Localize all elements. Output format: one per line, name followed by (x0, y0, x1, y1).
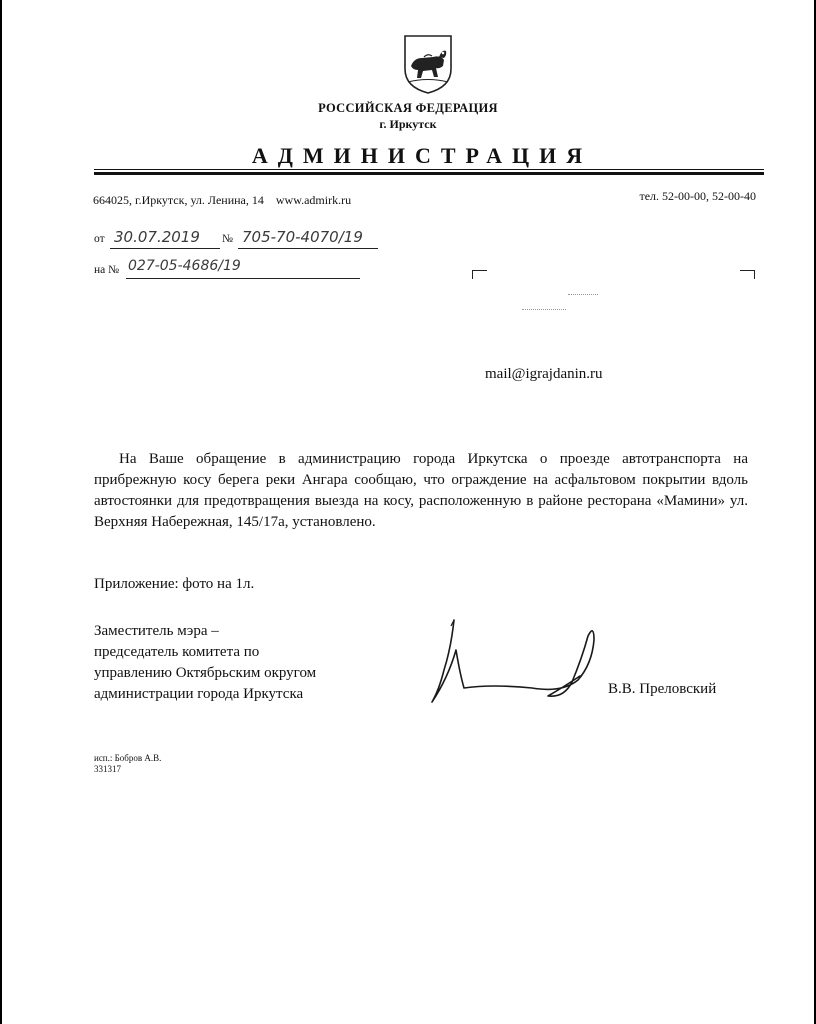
signer-position (94, 621, 316, 705)
signer-name: В.В. Преловский (608, 681, 717, 697)
signer-position-line: Заместитель мэра – (94, 623, 219, 639)
number-underline (238, 248, 378, 249)
header-rule-thin (94, 169, 764, 170)
attachment-note: Приложение: фото на 1л. (94, 576, 255, 592)
reply-prefix: на № (94, 264, 120, 276)
reply-number: 027-05-4686/19 (128, 258, 241, 274)
letter-page (2, 0, 814, 1024)
contact-line (93, 193, 351, 208)
recipient-email: mail@igrajdanin.ru (485, 366, 603, 382)
city-name: г. Иркутск (379, 117, 437, 131)
body-paragraph: На Ваше обращение в администрацию города Иркутска о проезде автотранспорта на прибрежную косу берега реки Ангара сообщаю, что ограждение на асфальтовом покрытии вдоль автостоянки для предотвращения выезда на косу, расположенную в районе ресторана «Мамини» ул. Верхняя Набережная, 145/17а, установлено. (94, 451, 748, 530)
handwritten-signature (422, 618, 612, 710)
website-link[interactable]: www.admirk.ru (275, 193, 352, 207)
letter-date: 30.07.2019 (114, 228, 200, 246)
outgoing-number: 705-70-4070/19 (242, 228, 363, 246)
number-sign: № (222, 233, 233, 245)
signer-position-line: управлению Октябрьским округом (94, 665, 317, 681)
country-name: РОССИЙСКАЯ ФЕДЕРАЦИЯ (318, 101, 498, 115)
header-rule-thick (94, 172, 764, 175)
postal-address: 664025, г.Иркутск, ул. Ленина, 14 (93, 193, 264, 207)
address-corner-right (740, 270, 755, 279)
scan-mark (522, 309, 566, 310)
organization-title: АДМИНИСТРАЦИЯ (251, 143, 593, 168)
letter-body (94, 449, 748, 533)
scan-mark (568, 294, 598, 295)
signer-position-line: администрации города Иркутска (94, 686, 304, 702)
date-prefix: от (94, 233, 105, 245)
phone-numbers: тел. 52-00-00, 52-00-40 (639, 189, 756, 203)
executor-phone: 331317 (94, 764, 121, 774)
irkutsk-coat-of-arms-icon (402, 33, 454, 95)
reply-underline (126, 278, 360, 279)
address-corner-left (472, 270, 487, 279)
signer-position-line: председатель комитета по (94, 644, 260, 660)
executor-name: исп.: Бобров А.В. (94, 753, 162, 763)
date-underline (110, 248, 220, 249)
executor-info (94, 753, 161, 775)
